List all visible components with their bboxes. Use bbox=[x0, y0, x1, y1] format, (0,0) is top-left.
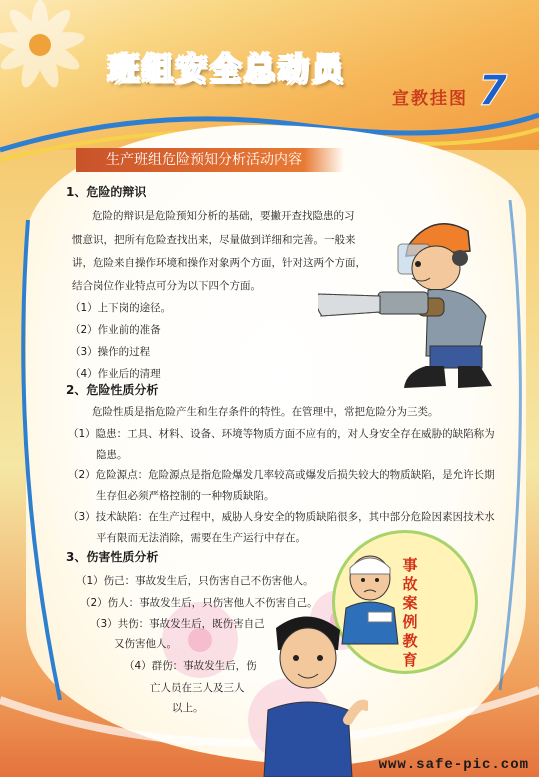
section-1-item: （3）操作的过程 bbox=[70, 346, 151, 358]
presenter-boy-illustration bbox=[248, 610, 368, 777]
section-3-heading: 3、伤害性质分析 bbox=[66, 550, 159, 564]
worker-chainsaw-illustration bbox=[318, 206, 518, 396]
poster-title: 班组安全总动员 bbox=[108, 52, 346, 88]
section-2-item-line1: （1）隐患：工具、材料、设备、环境等物质方面不应有的，对人身安全存在威胁的缺陷称为 bbox=[68, 428, 495, 440]
section-3-item: （2）伤人：事故发生后，只伤害他人不伤害自己。 bbox=[80, 597, 318, 609]
section-1-para-line: 结合岗位作业特点可分为以下四个方面。 bbox=[72, 280, 261, 292]
section-1-item: （4）作业后的清理 bbox=[70, 368, 161, 380]
poster-subtitle: 宣教挂图 bbox=[392, 89, 468, 109]
section-2-item-line2: 平有限而无法消除，需要在生产运行中存在。 bbox=[96, 532, 306, 544]
section-1-item: （2）作业前的准备 bbox=[70, 324, 161, 336]
section-1-para-line: 危险的辩识是危险预知分析的基础，要撇开查找隐患的习 bbox=[92, 210, 355, 222]
section-1-para-line: 讲，危险来自操作环境和操作对象两个方面，针对这两个方面， bbox=[72, 257, 366, 269]
section-2-item-line1: （2）危险源点：危险源点是指危险爆发几率较高或爆发后损失较大的物质缺陷，是允许长期 bbox=[68, 469, 495, 481]
section-3-item: （1）伤己：事故发生后，只伤害自己不伤害他人。 bbox=[76, 575, 314, 587]
section-3-item: （3）共伤：事故发生后，既伤害自己 bbox=[90, 618, 265, 630]
section-1-para-line: 惯意识，把所有危险查找出来，尽量做到详细和完善。一般来 bbox=[72, 234, 356, 246]
section-2-heading: 2、危险性质分析 bbox=[66, 383, 159, 397]
section-2-intro: 危险性质是指危险产生和生存条件的特性。在管理中，常把危险分为三类。 bbox=[92, 406, 439, 418]
section-2-item-line1: （3）技术缺陷：在生产过程中，威胁人身安全的物质缺陷很多，其中部分危险因素因技术水 bbox=[68, 511, 495, 523]
case-education-label: 事故案例教育 bbox=[402, 556, 418, 669]
section-3-item: 以上。 bbox=[172, 702, 204, 714]
footer-url: www.safe-pic.com bbox=[378, 757, 529, 773]
section-2-item-line2: 隐患。 bbox=[96, 449, 128, 461]
section-3-item: 又伤害他人。 bbox=[114, 638, 177, 650]
section-1-item: （1）上下岗的途径。 bbox=[70, 302, 172, 314]
section-3-item: 亡人员在三人及三人 bbox=[150, 682, 245, 694]
section-header: 生产班组危险预知分析活动内容 bbox=[76, 148, 344, 172]
poster-number: 7 bbox=[478, 66, 508, 115]
section-1-heading: 1、危险的辩识 bbox=[66, 185, 147, 199]
section-2-item-line2: 生存但必须严格控制的一种物质缺陷。 bbox=[96, 490, 275, 502]
section-3-item: （4）群伤：事故发生后，伤 bbox=[124, 660, 257, 672]
